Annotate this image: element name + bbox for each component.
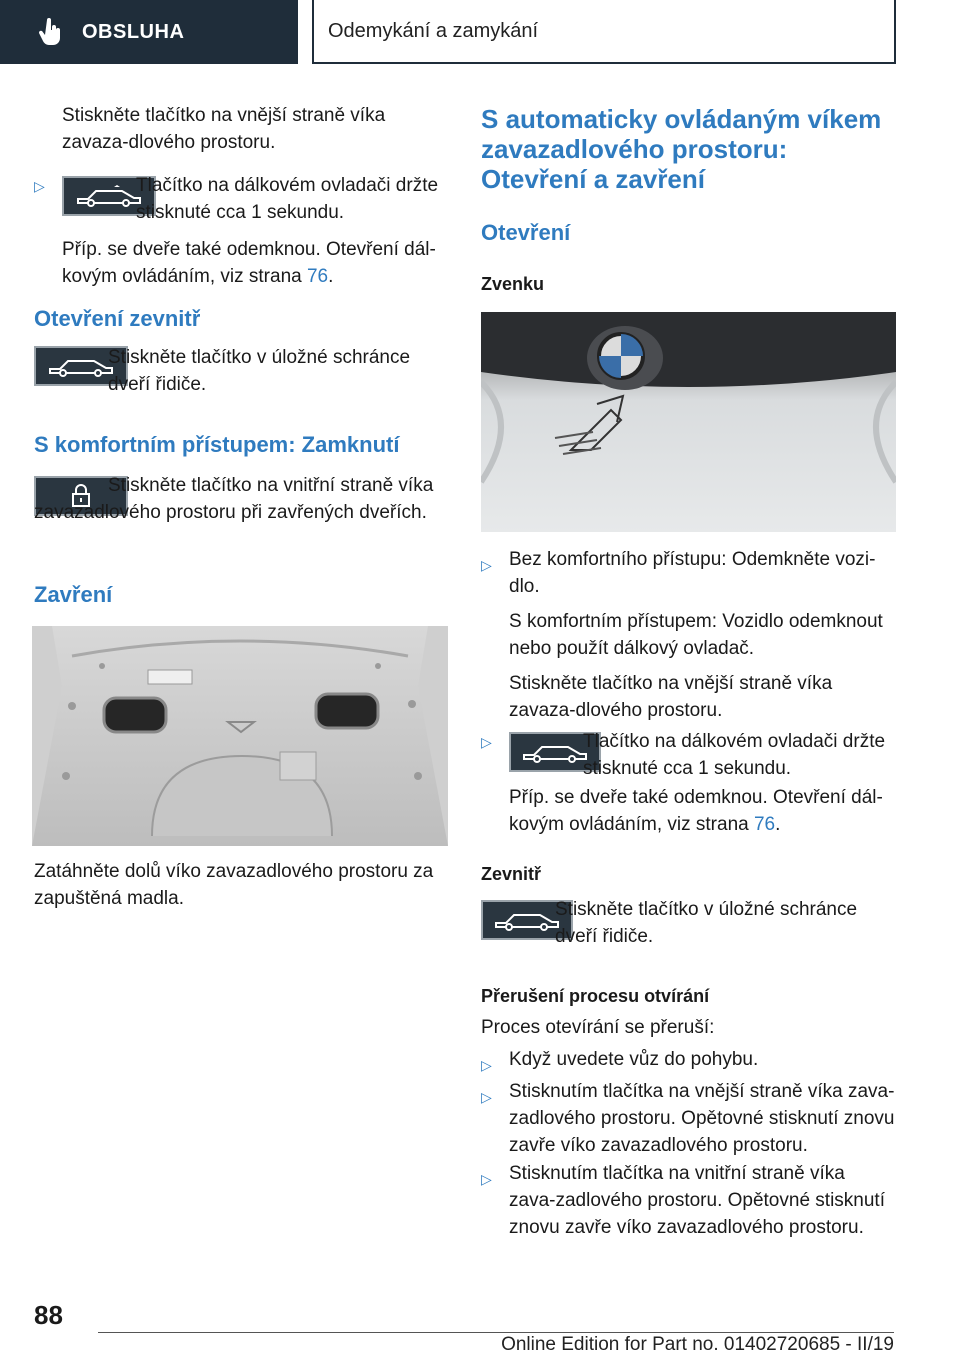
heading-inside: Otevření zevnitř (34, 306, 201, 331)
bullet-triangle-icon: ▷ (481, 1089, 492, 1105)
paragraph: Stiskněte tlačítko na vnější straně víka zavaza‐dlového prostoru. (62, 105, 386, 153)
bullet-triangle-icon: ▷ (481, 557, 492, 573)
bullet-text: Bez komfortního přístupu: Odemkněte vozi‐dlo. (509, 549, 876, 597)
section-title: OBSLUHA (82, 20, 185, 43)
bullet-text: Stisknutím tlačítka na vnitřní straně víka zava‐zadlového prostoru. Opětovné stisknutí znovu zavře víko zavazadlového prostoru. (509, 1163, 885, 1238)
inside-instruction: Stiskněte tlačítko v úložné schránce dveří řidiče. (108, 347, 411, 395)
list-item (481, 1046, 896, 1073)
list-item (481, 1078, 896, 1159)
footer-divider (98, 1332, 894, 1333)
list-item (481, 546, 896, 724)
footer-edition: Online Edition for Part no. 01402720685 - II/19 (501, 1334, 894, 1355)
bullet-triangle-icon: ▷ (481, 1171, 492, 1187)
chapter-header (312, 0, 896, 64)
bullet-text: Když uvedete vůz do pohybu. (509, 1049, 759, 1070)
paragraph: Příp. se dveře také odemknou. Otevření dál‐kovým ovládáním, viz strana 76. (62, 239, 436, 287)
bullet-text: Stiskněte tlačítko na vnější straně víka zavaza‐dlového prostoru. (509, 673, 833, 721)
chapter-title: Odemykání a zamykání (328, 19, 539, 42)
section-tab (0, 0, 298, 64)
inside-instruction: Stiskněte tlačítko v úložné schránce dveří řidiče. (555, 899, 858, 947)
paragraph: Příp. se dveře také odemknou. Otevření dál‐kovým ovládáním, viz strana 76. (509, 787, 883, 835)
heading-inside: Zevnitř (481, 864, 542, 884)
heading-interrupt: Přerušení procesu otvírání (481, 986, 710, 1006)
page-link[interactable]: 76 (753, 814, 776, 835)
trunk-button-outside-photo (481, 312, 896, 532)
hand-pointer-icon (38, 18, 64, 46)
heading-open: Otevření (481, 220, 571, 245)
bullet-triangle-icon: ▷ (481, 734, 492, 750)
bullet-triangle-icon: ▷ (481, 1057, 492, 1073)
doors-text: Příp. se dveře také odemknou. Otevření dál‐kovým ovládáním, viz strana (509, 787, 883, 835)
heading-comfort: S komfortním přístupem: Zamknutí (34, 432, 400, 457)
trunk-lid-inside-photo (32, 626, 448, 846)
comfort-instruction: Stiskněte tlačítko na vnitřní straně víka zavazadlového prostoru při zavřených dveřích. (34, 475, 434, 523)
heading-main: S automaticky ovládaným víkem zavazadlového prostoru: Otevření a zavření (481, 104, 882, 194)
doors-text: Příp. se dveře také odemknou. Otevření dál‐kovým ovládáním, viz strana (62, 239, 436, 287)
bullet-text: S komfortním přístupem: Vozidlo odemknout nebo použít dálkový ovladač. (509, 611, 883, 659)
heading-outside: Zvenku (481, 274, 545, 294)
remote-instruction: Tlačítko na dálkovém ovladači držte stisknuté cca 1 sekundu. (583, 731, 886, 779)
bullet-triangle-icon: ▷ (34, 178, 45, 194)
page-link[interactable]: 76 (306, 266, 329, 287)
heading-close: Zavření (34, 582, 113, 607)
close-instruction: Zatáhněte dolů víko zavazadlového prostoru za zapuštěná madla. (34, 861, 434, 909)
remote-instruction: Tlačítko na dálkovém ovladači držte stisknuté cca 1 sekundu. (136, 175, 439, 223)
bullet-text: Stisknutím tlačítka na vnější straně víka zava‐zadlového prostoru. Opětovné stisknutí znovu zavře víko zavazadlového prostoru. (509, 1081, 895, 1156)
list-item (481, 1160, 896, 1241)
page-number: 88 (34, 1300, 63, 1330)
interrupt-intro: Proces otevírání se přeruší: (481, 1017, 715, 1038)
